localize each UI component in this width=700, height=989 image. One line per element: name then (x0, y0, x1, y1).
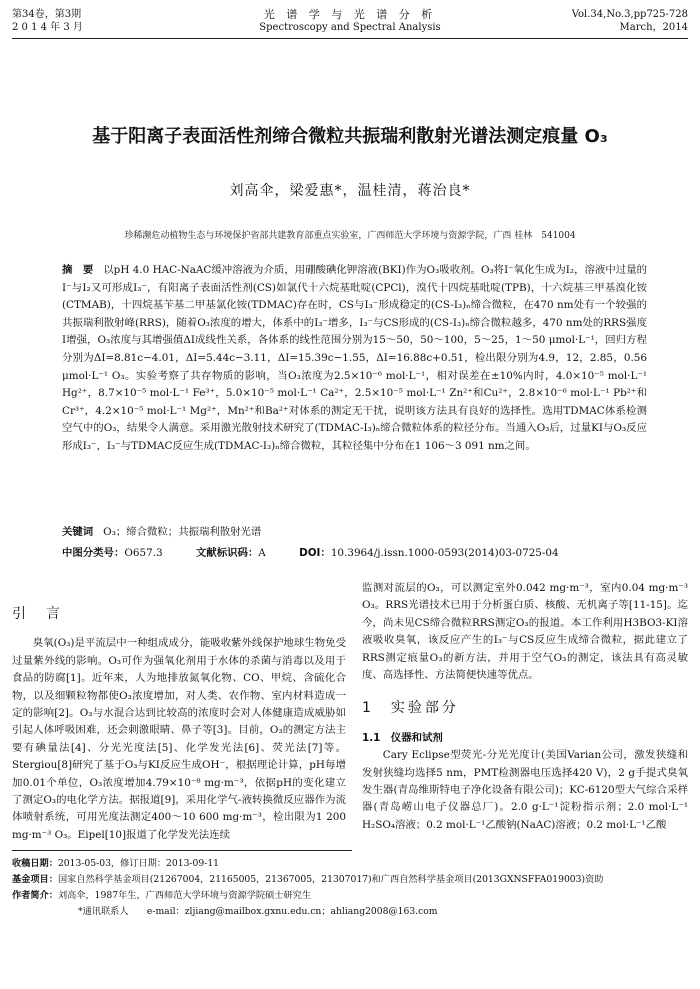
intro-paragraph-continued: 监测对流层的O₃，可以测定室外0.042 mg·m⁻³，室内0.04 mg·m⁻³ O₃。RRS光谱技术已用于分析蛋白质、核酸、无机离子等[11-15]。迄今，尚未见CS缔合微粒RRS测定O₃的报道。本工作利用H3BO3-KI溶液吸收臭氧，该反应产生的I₃⁻与CS反应生成缔合微粒，据此建立了RRS测定痕量O₃的新方法，并用于空气O₃的测定，该法具有高灵敏度、高选择性、方法简便快速等优点。 (362, 582, 688, 682)
section1-1-heading: 1.1 仪器和试剂 (362, 731, 443, 744)
intro-heading: 引 言 (12, 606, 63, 622)
fund-label: 基金项目： (12, 874, 58, 885)
author-bio-label: 作者简介： (12, 890, 58, 901)
section1-1-paragraph: Cary Eclipse型荧光-分光光度计(美国Varian公司，激发狭缝和发射狭缝均选择5 nm，PMT检测器电压选择420 V)，2 g手提式臭氧发生器(青岛维斯特电子净化设备有限公司)；KC-6120型大气综合采样器(青岛崂山电子仪器总厂)。2.0 g·L⁻¹淀粉指示剂；2.0 mol·L⁻¹ H₂SO₄溶液；0.2 mol·L⁻¹乙酸钠(NaAC)溶液；0.2 mol·L⁻¹乙酸 (362, 749, 688, 831)
paper-title: 基于阳离子表面活性剂缔合微粒共振瑞利散射光谱法测定痕量 O₃ (92, 126, 608, 147)
footnote-rule (12, 850, 352, 851)
left-column (12, 606, 346, 844)
keywords (62, 523, 261, 538)
journal-name-cn: 光 谱 学 与 光 谱 分 析 (263, 8, 437, 21)
right-column (362, 580, 688, 834)
classification-line (62, 544, 662, 559)
doi-value: 10.3964/j.issn.1000-0593(2014)03-0725-04 (330, 547, 559, 559)
fund-value: 国家自然科学基金项目(21267004，21165005，21367005，21307017)和广西自然科学基金项目(2013GXNSFFA019003)资助 (57, 874, 604, 885)
abstract (62, 262, 647, 456)
section1-heading: 1 实验部分 (362, 700, 459, 717)
header-right (572, 8, 688, 34)
received-value: 2013-05-03，修订日期：2013-09-11 (57, 858, 220, 869)
affiliation: 珍稀濒危动植物生态与环境保护省部共建教育部重点实验室，广西师范大学环境与资源学院，广西 桂林 541004 (124, 231, 576, 241)
doi-label: DOI： (299, 547, 331, 559)
volume-en: Vol.34,No.3,pp725-728 (571, 9, 688, 20)
received-label: 收稿日期： (12, 858, 58, 869)
abstract-label: 摘 要 (62, 264, 94, 276)
doc-code-label: 文献标识码： (195, 547, 259, 559)
header-rule (12, 38, 688, 39)
corresponding-label: *通讯联系人 (78, 906, 129, 917)
corresponding-email: e-mail：zljiang@mailbox.gxnu.edu.cn；ahliang2008@163.com (146, 906, 438, 917)
keywords-text: O₃；缔合微粒；共振瑞利散射光谱 (103, 526, 262, 538)
date-cn: 2 0 1 4 年 3 月 (12, 22, 83, 33)
clc-value: O657.3 (124, 547, 163, 559)
volume-cn: 第34卷，第3期 (12, 9, 82, 20)
keywords-label: 关键词 (62, 526, 94, 538)
footnote (12, 856, 688, 920)
abstract-text: 以pH 4.0 HAC-NaAC缓冲溶液为介质，用硼酸碘化钾溶液(BKI)作为O₃吸收剂。O₃将I⁻氧化生成为I₂，溶液中过量的I⁻与I₂又可形成I₃⁻，有阳离子表面活性剂(CS)如氯代十六烷基吡啶(CPCl)，溴代十四烷基吡啶(TPB)，十六烷基三甲基溴化铵(CTMAB)，十四烷基苄基二甲基氯化铵(TDMAC)存在时，CS与I₃⁻形成稳定的(CS-I₃)ₙ缔合微粒，在470 nm处有一个较强的共振瑞利散射峰(RRS)，随着O₃浓度的增大，体系中的I₃⁻增多，I₃⁻与CS形成的(CS-I₃)ₙ缔合微粒越多，470 nm处的RRS强度I增强，O₃浓度与其增强值ΔI成线性关系，各体系的线性范围分别为15～50，50～100，5～25，1～50 μmol·L⁻¹，回归方程分别为ΔI=8.81c−4.01，ΔI=5.44c−3.11，ΔI=15.39c−1.55，ΔI=16.88c+0.51，检出限分别为4.9，12，2.85，0.56 μmol·L⁻¹ O₃。实验考察了共存物质的影响，当O₃浓度为2.5×10⁻⁶ mol·L⁻¹，相对误差在±10%内时，4.0×10⁻⁵ mol·L⁻¹ Hg²⁺，8.7×10⁻⁵ mol·L⁻¹ Fe³⁺，5.0×10⁻⁵ mol·L⁻¹ Ca²⁺，2.5×10⁻⁵ mol·L⁻¹ Zn²⁺和Cu²⁺，2.8×10⁻⁶ mol·L⁻¹ Pb²⁺和Cr³⁺，4.2×10⁻⁵ mol·L⁻¹ Mg²⁺，Mn²⁺和Ba²⁺对体系的测定无干扰，说明该方法具有良好的选择性。选用TDMAC体系检测空气中的O₃，结果令人满意。采用激光散射技术研究了(TDMAC-I₃)ₙ缔合微粒体系的粒径分布。当通入O₃后，过量KI与O₃反应形成I₃⁻，I₃⁻与TDMAC反应生成(TDMAC-I₃)ₙ缔合微粒，其粒径集中分布在1 106～3 091 nm之间。 (62, 264, 647, 452)
intro-paragraph: 臭氧(O₃)是平流层中一种组成成分，能吸收紫外线保护地球生物免受过量紫外线的影响。O₃可作为强氧化剂用于水体的杀菌与消毒以及用于食品的防腐[1]。近年来，人为地排放氮氧化物、CO、甲烷、含硫化合物，以及细颗粒物都使O₃浓度增加，对人类、农作物、室内材料造成一定的影响[2]。O₃与水混合达到比较高的浓度时会对人体健康造成威胁如引起人体呼吸困难，还会刺激眼睛、鼻子等[3]。目前，O₃的测定方法主要有碘量法[4]、分光光度法[5]、化学发光法[6]、荧光法[7]等。Stergiou[8]研究了基于O₃与KI反应生成OH⁻，根据理论计算，pH每增加0.01个单位，O₃浓度增加4.79×10⁻⁸ mg·m⁻³，依据pH的变化建立了测定O₃的电化学方法。据报道[9]，采用化学气-液转换微反应器作为流体喷射系统，可用光度法测定400～10 600 mg·m⁻³，检出限为1 200 mg·m⁻³ O₃。Eipel[10]报道了化学发光法连续 (12, 637, 346, 841)
author-bio-value: 刘高伞，1987年生，广西师范大学环境与资源学院硕士研究生 (57, 890, 312, 901)
date-en: March，2014 (619, 22, 688, 33)
authors: 刘高伞，梁爱惠*，温桂清，蒋治良* (229, 183, 471, 199)
journal-name-en: Spectroscopy and Spectral Analysis (259, 22, 441, 33)
clc-label: 中图分类号： (62, 547, 125, 559)
doc-code-value: A (258, 547, 266, 559)
